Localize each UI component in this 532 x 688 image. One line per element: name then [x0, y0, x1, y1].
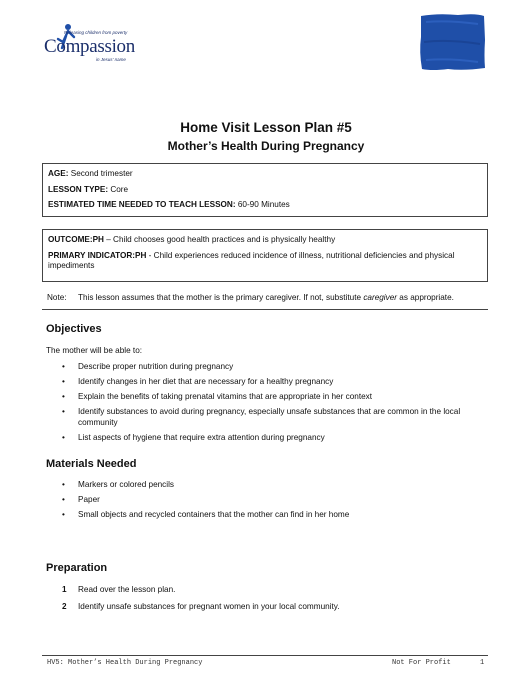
footer-title: HV5: Mother’s Health During Pregnancy [47, 659, 203, 667]
materials-list [62, 480, 482, 525]
objectives-heading: Objectives [46, 323, 102, 335]
bullet-icon: • [62, 495, 65, 504]
lesson-type-value: Core [108, 184, 129, 194]
note-text [78, 293, 454, 302]
page-footer [42, 655, 488, 667]
outcome-label: OUTCOME:PH [48, 235, 104, 244]
time-value: 60-90 Minutes [235, 200, 290, 209]
age-label: AGE: [48, 169, 69, 178]
page-title: Home Visit Lesson Plan #5 [180, 120, 352, 135]
list-item: • Small objects and recycled containers that the mother can find in her home [62, 510, 350, 519]
bullet-icon: • [62, 480, 65, 489]
note-text-after: as appropriate. [397, 293, 454, 302]
outcome-box [42, 229, 488, 282]
list-item: • Identify changes in her diet that are necessary for a healthy pregnancy [62, 377, 334, 386]
list-item: • Markers or colored pencils [62, 480, 175, 489]
outcome-value: – Child chooses good health practices and is physically healthy [103, 235, 336, 244]
indicator-label: PRIMARY INDICATOR:PH [48, 250, 147, 260]
time-line [48, 200, 482, 211]
step-number: 1 [62, 585, 67, 594]
age-value: Second trimester [68, 169, 133, 178]
list-item: • Describe proper nutrition during pregnancy [62, 362, 234, 371]
outcome-line [48, 235, 482, 246]
age-line [48, 169, 482, 180]
note-emphasis: caregiver [363, 293, 398, 302]
page-subtitle: Mother’s Health During Pregnancy [167, 139, 365, 153]
footer-nonprofit: Not For Profit [392, 659, 451, 667]
objectives-intro: The mother will be able to: [46, 346, 143, 355]
time-label: ESTIMATED TIME NEEDED TO TEACH LESSON: [48, 200, 236, 209]
preparation-heading: Preparation [46, 562, 108, 574]
list-item: • Identify substances to avoid during pregnancy, especially unsafe substances that are common in the local community [62, 407, 461, 427]
list-item: 1 Read over the lesson plan. [62, 585, 176, 594]
indicator-line [48, 251, 482, 272]
list-item: • Explain the benefits of taking prenatal vitamins that are appropriate in her context [62, 392, 373, 401]
page-number: 1 [480, 659, 485, 667]
bullet-icon: • [62, 392, 65, 401]
list-item: • List aspects of hygiene that require extra attention during pregnancy [62, 432, 325, 442]
bullet-icon: • [62, 407, 65, 416]
list-item: • Paper [62, 495, 100, 504]
materials-heading: Materials Needed [46, 458, 137, 470]
lesson-info-box [42, 163, 488, 217]
blue-brush-decoration [418, 12, 486, 72]
bullet-icon: • [62, 432, 65, 442]
note-label: Note: [47, 293, 67, 302]
preparation-list [62, 585, 482, 619]
bullet-icon: • [62, 510, 65, 519]
note-text-before: This lesson assumes that the mother is the primary caregiver. If not, substitute [78, 293, 364, 302]
logo-name: Compassion [44, 36, 135, 57]
list-item: 2 Identify unsafe substances for pregnant women in your local community. [62, 602, 340, 611]
logo-subline: in Jesus' name [96, 57, 126, 62]
lesson-type-label: LESSON TYPE: [48, 184, 109, 194]
logo-tagline: Releasing children from poverty [64, 30, 128, 35]
caregiver-note [42, 291, 488, 310]
lesson-type-line [48, 185, 482, 196]
step-number: 2 [62, 602, 67, 611]
bullet-icon: • [62, 377, 65, 386]
bullet-icon: • [62, 362, 65, 371]
objectives-list [62, 362, 482, 448]
indicator-value: - Child experiences reduced incidence of illness, nutritional deficiencies and physical impediments [48, 250, 455, 270]
